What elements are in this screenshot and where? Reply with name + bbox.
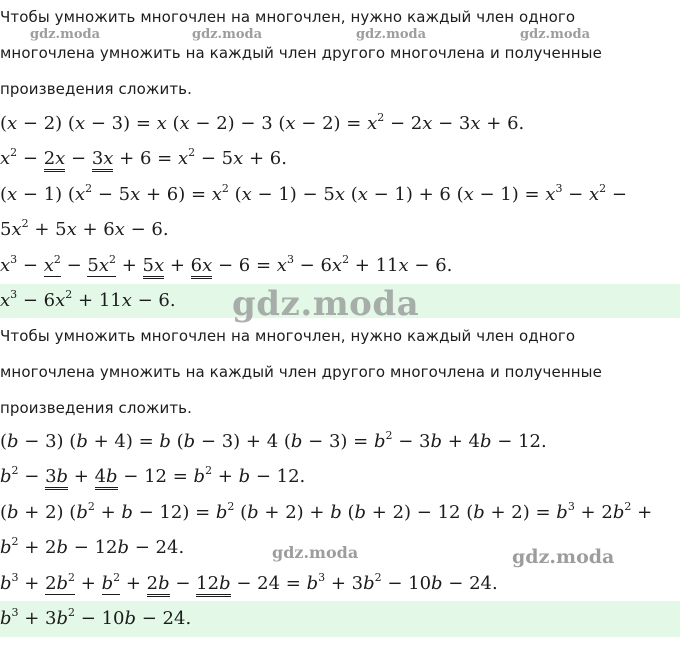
watermark: gdz.moda: [272, 543, 359, 562]
rule-text-line-3: произведения сложить.: [0, 80, 192, 98]
answer-a: $x^3 - 6x^2 + 11x - 6$.: [0, 284, 680, 318]
watermark: gdz.moda: [30, 27, 101, 42]
watermark: gdz.moda: [520, 27, 591, 42]
equation-a5: $x^3 - x^2 - 5x^2 + 5x + 6x - 6 = x^3 - 6x^2 + 11x - 6$.: [0, 252, 680, 280]
rule-text-line-6: произведения сложить.: [0, 399, 192, 417]
watermark: gdz.moda: [192, 27, 263, 42]
equation-b4: $b^2 + 2b - 12b - 24$.: [0, 535, 185, 558]
equation-a1: (x − 2) (x − 3) = x (x − 2) − 3 $(x - 2) = x^2 - 2x - 3x + 6$.: [0, 111, 525, 134]
rule-text-line-5: многочлена умножить на каждый член другого многочлена и полученные: [0, 363, 602, 381]
rule-text-line-1: Чтобы умножить многочлен на многочлен, нужно каждый член одного: [0, 8, 576, 26]
watermark: gdz.moda: [232, 284, 420, 324]
answer-b: $b^3 + 3b^2 - 10b - 24$.: [0, 601, 680, 637]
equation-a4: $5x^2 + 5x + 6x - 6$.: [0, 217, 169, 240]
equation-b5: $b^3 + 2b^2 + b^2 + 2b - 12b - 24 = b^3 + 3b^2 - 10b - 24$.: [0, 570, 680, 598]
equation-a3: (x − 1) $(x^2 - 5x + 6) = x^2$ (x − 1) − 5x (x − 1) + 6 $(x - 1) = x^3 - x^2$ −: [0, 182, 627, 205]
watermark: gdz.moda: [512, 546, 615, 568]
equation-b2: $b^2 - 3b + 4b - 12 = b^2 + b - 12$.: [0, 463, 680, 491]
rule-text-line-4: Чтобы умножить многочлен на многочлен, нужно каждый член одного: [0, 327, 576, 345]
equation-a2: $x^2 - 2x - 3x + 6 = x^2 - 5x + 6$.: [0, 145, 680, 173]
equation-b1: (b − 3) (b + 4) = b (b − 3) + 4 $(b - 3) = b^2 - 3b + 4b - 12$.: [0, 429, 547, 452]
equation-b3: (b + 2) $(b^2 + b - 12) = b^2$ (b + 2) + b (b + 2) − 12 $(b + 2) = b^3 + 2b^2$ +: [0, 500, 653, 523]
watermark: gdz.moda: [356, 27, 427, 42]
rule-text-line-2: многочлена умножить на каждый член другого многочлена и полученные: [0, 44, 602, 62]
